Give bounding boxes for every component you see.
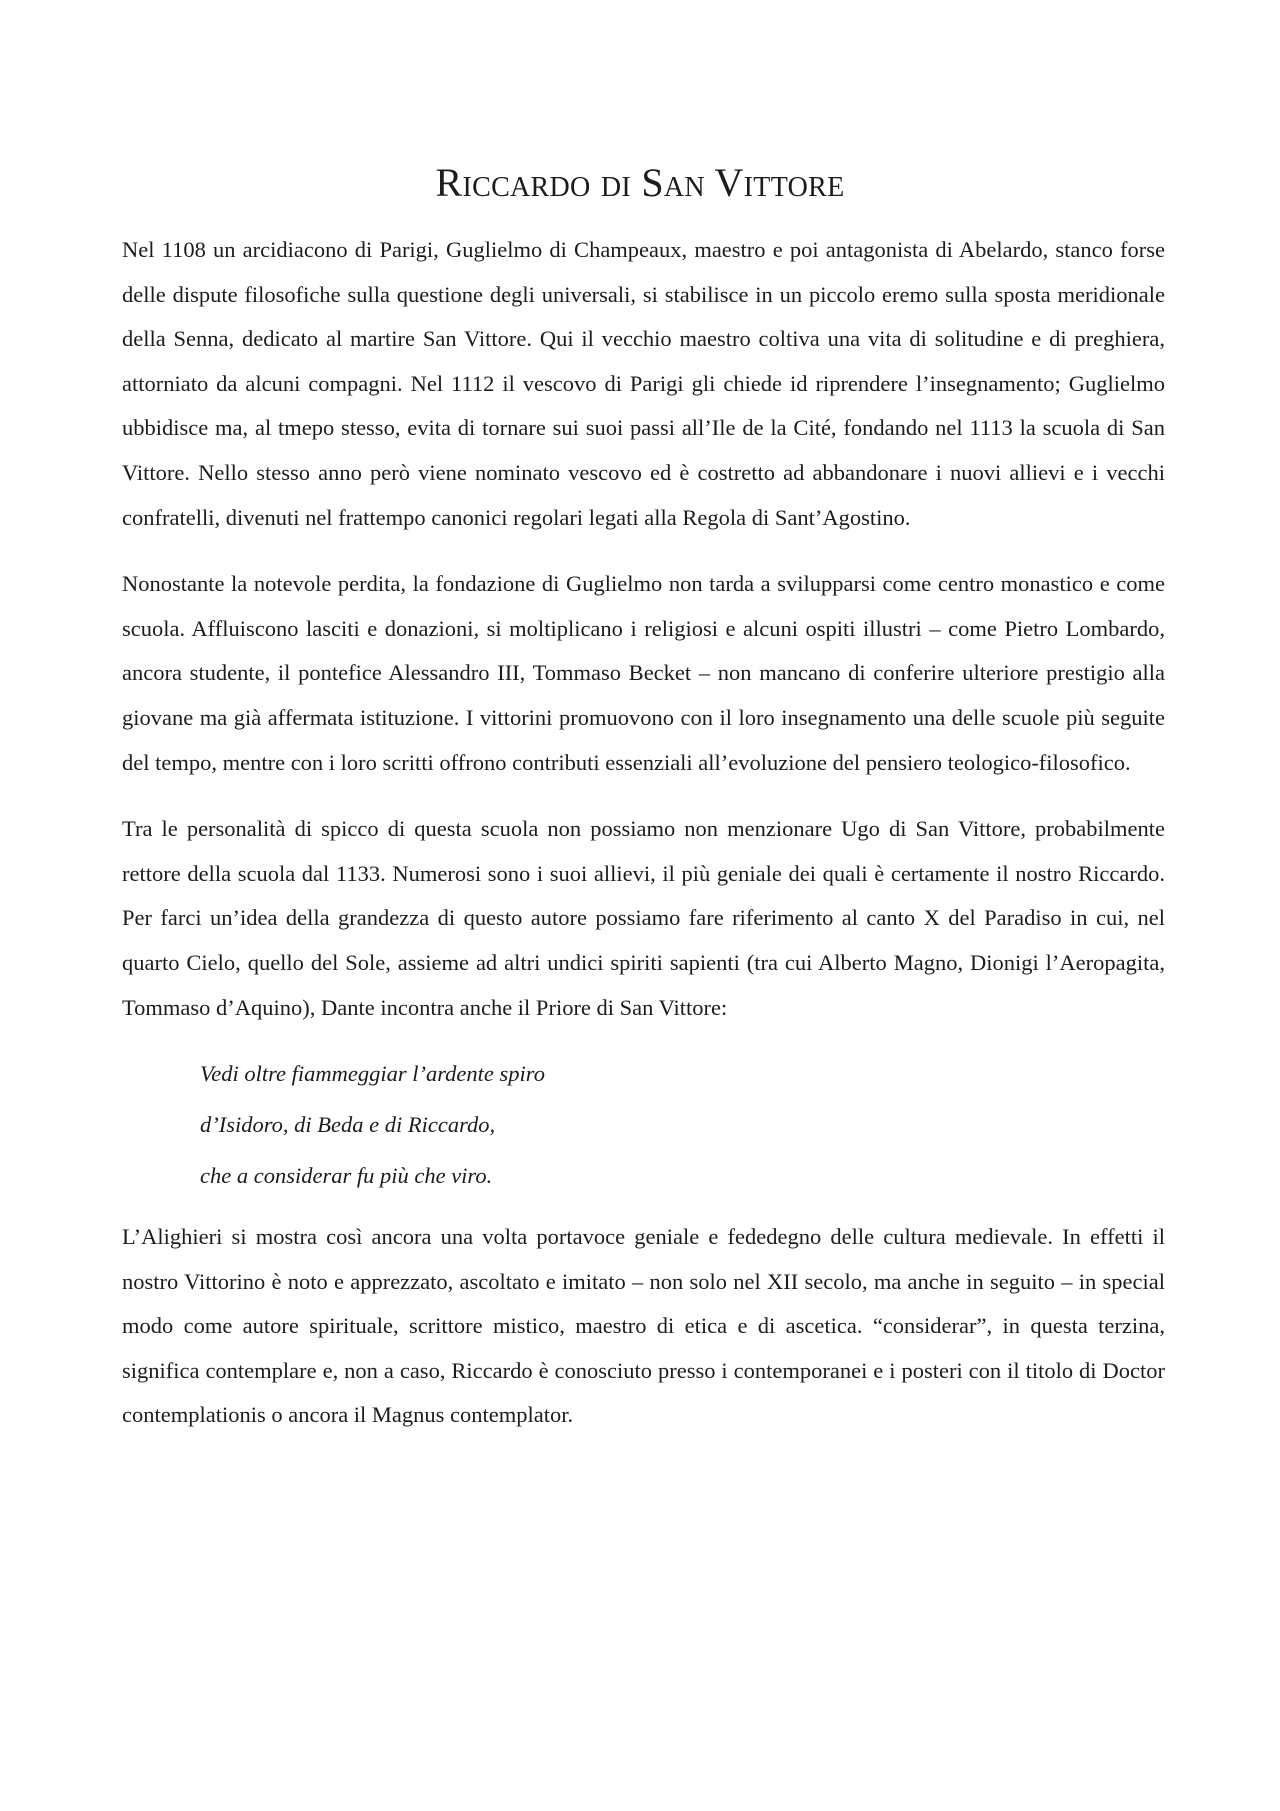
quote-line: Vedi oltre fiammeggiar l’ardente spiro <box>200 1061 545 1087</box>
page-title: Riccardo di San Vittore <box>435 160 845 205</box>
paragraph-intro: Nel 1108 un arcidiacono di Parigi, Guglielmo di Champeaux, maestro e poi antagonista di Abelardo, stanco forse delle dispute filosofiche sulla questione degli universali, si stabilisce in un piccolo eremo sulla sposta meridionale della Senna, dedicato al martire San Vittore. Qui il vecchio maestro coltiva una vita di solitudine e di preghiera, attorniato da alcuni compagni. Nel 1112 il vescovo di Parigi gli chiede id riprendere l’insegnamento; Guglielmo ubbidisce ma, al tmepo stesso, evita di tornare sui suoi passi all’Ile de la Cité, fondando nel 1113 la scuola di San Vittore. Nello stesso anno però viene nominato vescovo ed è costretto ad abbandonare i nuovi allievi e i vecchi confratelli, divenuti nel frattempo canonici regolari legati alla Regola di Sant’Agostino. <box>122 237 1165 530</box>
paragraph-personalities: Tra le personalità di spicco di questa scuola non possiamo non menzionare Ugo di San Vittore, probabilmente rettore della scuola dal 1133. Numerosi sono i suoi allievi, il più geniale dei quali è certamente il nostro Riccardo. Per farci un’idea della grandezza di questo autore possiamo fare riferimento al canto X del Paradiso in cui, nel quarto Cielo, quello del Sole, assieme ad altri undici spiriti sapienti (tra cui Alberto Magno, Dionigi l’Aeropagita, Tommaso d’Aquino), Dante incontra anche il Priore di San Vittore: <box>122 816 1165 1020</box>
dante-quote <box>200 1048 1165 1201</box>
document-body <box>122 228 1165 1438</box>
quote-line: d’Isidoro, di Beda e di Riccardo, <box>200 1112 496 1138</box>
paragraph-development: Nonostante la notevole perdita, la fondazione di Guglielmo non tarda a svilupparsi come centro monastico e come scuola. Affluiscono lasciti e donazioni, si moltiplicano i religiosi e alcuni ospiti illustri – come Pietro Lombardo, ancora studente, il pontefice Alessandro III, Tommaso Becket – non mancano di conferire ulteriore prestigio alla giovane ma già affermata istituzione. I vittorini promuovono con il loro insegnamento una delle scuole più seguite del tempo, mentre con i loro scritti offrono contributi essenziali all’evoluzione del pensiero teologico-filosofico. <box>122 571 1165 775</box>
paragraph-closing: L’Alighieri si mostra così ancora una volta portavoce geniale e fededegno delle cultura medievale. In effetti il nostro Vittorino è noto e apprezzato, ascoltato e imitato – non solo nel XII secolo, ma anche in seguito – in special modo come autore spirituale, scrittore mistico, maestro di etica e di ascetica. “considerar”, in questa terzina, significa contemplare e, non a caso, Riccardo è conosciuto presso i contemporanei e i posteri con il titolo di Doctor contemplationis o ancora il Magnus contemplator. <box>122 1224 1165 1428</box>
quote-line: che a considerar fu più che viro. <box>200 1163 493 1189</box>
